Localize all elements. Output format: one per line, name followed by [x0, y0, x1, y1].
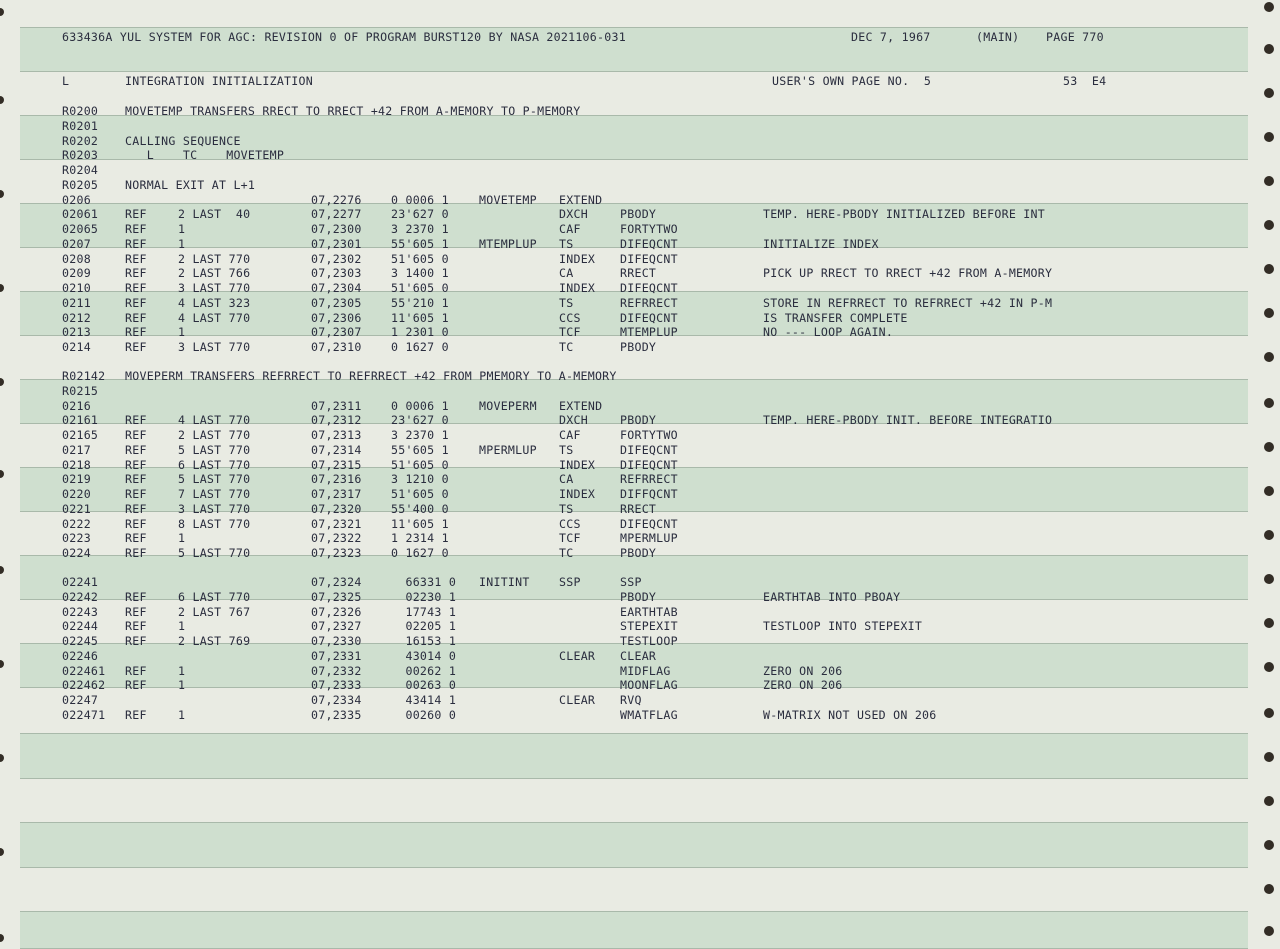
opcode: INDEX — [559, 457, 596, 472]
sprocket-hole-icon — [1264, 88, 1274, 98]
sprocket-hole-icon — [1264, 264, 1274, 274]
address: 07,2277 — [311, 207, 362, 222]
sprocket-hole-icon — [1264, 530, 1274, 540]
operand: RRECT — [620, 266, 657, 281]
opcode: SSP — [559, 575, 581, 589]
sprocket-hole-icon — [0, 934, 4, 942]
remark-text: MOVEPERM TRANSFERS REFRRECT TO REFRRECT +42 FROM PMEMORY TO A-MEMORY — [125, 369, 617, 383]
ref-flag: REF — [125, 340, 147, 354]
operand: DIFEQCNT — [620, 442, 678, 457]
remark-text: L TC MOVETEMP — [125, 148, 285, 163]
operand: EARTHTAB — [620, 604, 678, 619]
line-number: 0209 — [62, 266, 91, 281]
ref-detail: 3 LAST 770 — [178, 501, 251, 516]
operand: RVQ — [620, 693, 642, 707]
section-mark: L — [62, 74, 70, 88]
comment: W-MATRIX NOT USED ON 206 — [763, 707, 937, 722]
ref-detail: 4 LAST 770 — [178, 310, 251, 325]
address: 07,2317 — [311, 487, 362, 501]
operand: TESTLOOP — [620, 634, 678, 648]
line-number: 0208 — [62, 251, 91, 266]
opcode: CLEAR — [559, 693, 596, 707]
ref-flag: REF — [125, 251, 147, 266]
ref-detail: 2 LAST 770 — [178, 428, 251, 442]
address: 07,2312 — [311, 413, 362, 428]
sprocket-hole-icon — [0, 566, 4, 574]
operand: DIFEQCNT — [620, 457, 678, 472]
line-number: 0211 — [62, 295, 91, 310]
line-number: 0222 — [62, 516, 91, 531]
octal-word: 1 2314 1 — [391, 531, 449, 546]
operand: SSP — [620, 575, 642, 589]
opcode: TS — [559, 501, 574, 516]
address: 07,2304 — [311, 281, 362, 295]
address: 07,2325 — [311, 589, 362, 604]
sprocket-hole-icon — [1264, 840, 1274, 850]
green-bar — [20, 822, 1248, 868]
octal-word: 51'605 0 — [391, 457, 449, 472]
ref-detail: 1 — [178, 678, 186, 693]
octal-word: 0 1627 0 — [391, 340, 449, 354]
operand: PBODY — [620, 546, 657, 560]
sprocket-hole-icon — [0, 660, 4, 668]
operand: MIDFLAG — [620, 663, 671, 678]
operand: PBODY — [620, 340, 657, 354]
opcode: CAF — [559, 222, 581, 236]
address: 07,2334 — [311, 693, 362, 707]
line-number: 0213 — [62, 325, 91, 340]
listing-mode: (MAIN) — [976, 30, 1020, 44]
ref-detail: 1 — [178, 236, 186, 251]
green-bar — [20, 911, 1248, 949]
operand: DIFFQCNT — [620, 487, 678, 501]
sprocket-hole-icon — [0, 96, 4, 104]
ref-detail: 5 LAST 770 — [178, 442, 251, 457]
line-number: R0215 — [62, 383, 99, 398]
operand: REFRRECT — [620, 472, 678, 487]
ref-flag: REF — [125, 634, 147, 648]
address: 07,2330 — [311, 634, 362, 648]
operand: STEPEXIT — [620, 619, 678, 634]
ref-detail: 3 LAST 770 — [178, 340, 251, 354]
sprocket-hole-icon — [1264, 486, 1274, 496]
operand: FORTYTWO — [620, 428, 678, 442]
octal-word: 16153 1 — [391, 634, 457, 648]
octal-word: 11'605 1 — [391, 310, 449, 325]
ref-flag: REF — [125, 281, 147, 295]
line-number: 02245 — [62, 634, 99, 648]
operand: CLEAR — [620, 648, 657, 663]
ref-detail: 4 LAST 770 — [178, 413, 251, 428]
remark-text: CALLING SEQUENCE — [125, 133, 241, 148]
sprocket-hole-icon — [1264, 926, 1274, 936]
ref-flag: REF — [125, 678, 147, 693]
ref-flag: REF — [125, 207, 147, 222]
ref-detail: 7 LAST 770 — [178, 487, 251, 501]
ref-flag: REF — [125, 472, 147, 487]
octal-word: 11'605 1 — [391, 516, 449, 531]
opcode: TCF — [559, 325, 581, 340]
operand: DIFEQCNT — [620, 281, 678, 295]
ref-flag: REF — [125, 222, 147, 236]
octal-word: 3 1400 1 — [391, 266, 449, 281]
ref-flag: REF — [125, 516, 147, 531]
comment: TEMP. HERE-PBODY INIT. BEFORE INTEGRATIO — [763, 413, 1053, 428]
operand: WMATFLAG — [620, 707, 678, 722]
ref-detail: 6 LAST 770 — [178, 589, 251, 604]
ref-detail: 1 — [178, 325, 186, 340]
comment: ZERO ON 206 — [763, 663, 843, 678]
line-number: 022471 — [62, 707, 106, 722]
address: 07,2331 — [311, 648, 362, 663]
line-number: 0217 — [62, 442, 91, 457]
octal-word: 00263 0 — [391, 678, 457, 693]
ref-flag: REF — [125, 236, 147, 251]
octal-word: 17743 1 — [391, 604, 457, 619]
octal-word: 0 0006 1 — [391, 192, 449, 207]
octal-word: 3 1210 0 — [391, 472, 449, 487]
symbol-label: MPERMLUP — [479, 442, 537, 457]
operand: MPERMLUP — [620, 531, 678, 546]
line-number: 0220 — [62, 487, 91, 501]
ref-flag: REF — [125, 501, 147, 516]
address: 07,2307 — [311, 325, 362, 340]
sprocket-hole-icon — [1264, 796, 1274, 806]
address: 07,2326 — [311, 604, 362, 619]
comment: NO --- LOOP AGAIN. — [763, 325, 894, 340]
octal-word: 55'605 1 — [391, 442, 449, 457]
ref-detail: 2 LAST 766 — [178, 266, 251, 281]
comment: ZERO ON 206 — [763, 678, 843, 693]
line-number: 0207 — [62, 236, 91, 251]
ref-flag: REF — [125, 531, 147, 546]
octal-word: 0 0006 1 — [391, 398, 449, 413]
symbol-label: MTEMPLUP — [479, 236, 537, 251]
octal-word: 43414 1 — [391, 693, 457, 707]
address: 07,2314 — [311, 442, 362, 457]
sprocket-hole-icon — [1264, 708, 1274, 718]
line-number: 02241 — [62, 575, 99, 589]
opcode: EXTEND — [559, 398, 603, 413]
ref-flag: REF — [125, 487, 147, 501]
address: 07,2300 — [311, 222, 362, 236]
sprocket-hole-icon — [1264, 662, 1274, 672]
ref-detail: 5 LAST 770 — [178, 472, 251, 487]
opcode: CA — [559, 472, 574, 487]
sprocket-hole-icon — [0, 284, 4, 292]
operand: DIFEQCNT — [620, 310, 678, 325]
sprocket-hole-icon — [0, 378, 4, 386]
section-code: 53 E4 — [1063, 74, 1107, 88]
operand: REFRRECT — [620, 295, 678, 310]
line-number: 02243 — [62, 604, 99, 619]
line-number: 02246 — [62, 648, 99, 663]
ref-flag: REF — [125, 295, 147, 310]
ref-detail: 2 LAST 770 — [178, 251, 251, 266]
opcode: CA — [559, 266, 574, 281]
opcode: TS — [559, 236, 574, 251]
ref-flag: REF — [125, 325, 147, 340]
octal-word: 55'605 1 — [391, 236, 449, 251]
comment: PICK UP RRECT TO RRECT +42 FROM A-MEMORY — [763, 266, 1053, 281]
octal-word: 55'210 1 — [391, 295, 449, 310]
octal-word: 02205 1 — [391, 619, 457, 634]
comment: EARTHTAB INTO PBOAY — [763, 589, 901, 604]
ref-flag: REF — [125, 589, 147, 604]
octal-word: 55'400 0 — [391, 501, 449, 516]
ref-detail: 2 LAST 767 — [178, 604, 251, 619]
sprocket-hole-icon — [0, 754, 4, 762]
users-page-number: USER'S OWN PAGE NO. 5 — [772, 74, 932, 88]
octal-word: 43014 0 — [391, 648, 457, 663]
page-number: PAGE 770 — [1046, 30, 1104, 44]
line-number: 022461 — [62, 663, 106, 678]
line-number: 02065 — [62, 222, 99, 236]
operand: PBODY — [620, 413, 657, 428]
line-number: 02247 — [62, 693, 99, 707]
line-number: 0210 — [62, 281, 91, 295]
octal-word: 23'627 0 — [391, 413, 449, 428]
ref-flag: REF — [125, 266, 147, 281]
line-number: 02161 — [62, 413, 99, 428]
octal-word: 51'605 0 — [391, 281, 449, 295]
ref-flag: REF — [125, 619, 147, 634]
sprocket-hole-icon — [1264, 176, 1274, 186]
ref-detail: 1 — [178, 619, 186, 634]
sprocket-hole-icon — [1264, 752, 1274, 762]
green-bar — [20, 733, 1248, 779]
line-number: 02244 — [62, 619, 99, 634]
line-number: R0200 — [62, 104, 99, 118]
line-number: 02165 — [62, 428, 99, 442]
comment: INITIALIZE INDEX — [763, 236, 879, 251]
listing-title: 633436A YUL SYSTEM FOR AGC: REVISION 0 OF PROGRAM BURST120 BY NASA 2021106-031 — [62, 30, 626, 44]
address: 07,2320 — [311, 501, 362, 516]
sprocket-hole-icon — [1264, 442, 1274, 452]
line-number: 0221 — [62, 501, 91, 516]
octal-word: 0 1627 0 — [391, 546, 449, 560]
opcode: TC — [559, 340, 574, 354]
line-number: 0223 — [62, 531, 91, 546]
octal-word: 1 2301 0 — [391, 325, 449, 340]
address: 07,2302 — [311, 251, 362, 266]
opcode: TC — [559, 546, 574, 560]
line-number: 0206 — [62, 192, 91, 207]
address: 07,2310 — [311, 340, 362, 354]
sprocket-hole-icon — [1264, 308, 1274, 318]
octal-word: 00262 1 — [391, 663, 457, 678]
line-number: 0224 — [62, 546, 91, 560]
ref-detail: 5 LAST 770 — [178, 546, 251, 560]
ref-flag: REF — [125, 604, 147, 619]
line-number: 0216 — [62, 398, 91, 413]
comment: IS TRANSFER COMPLETE — [763, 310, 908, 325]
line-number: R0203 — [62, 148, 99, 163]
address: 07,2305 — [311, 295, 362, 310]
operand: DIFEQCNT — [620, 251, 678, 266]
listing-date: DEC 7, 1967 — [851, 30, 931, 44]
address: 07,2313 — [311, 428, 362, 442]
address: 07,2335 — [311, 707, 362, 722]
symbol-label: INITINT — [479, 575, 530, 589]
ref-detail: 8 LAST 770 — [178, 516, 251, 531]
symbol-label: MOVETEMP — [479, 192, 537, 207]
operand: DIFEQCNT — [620, 516, 678, 531]
octal-word: 02230 1 — [391, 589, 457, 604]
ref-flag: REF — [125, 413, 147, 428]
operand: MTEMPLUP — [620, 325, 678, 340]
opcode: CCS — [559, 310, 581, 325]
ref-flag: REF — [125, 442, 147, 457]
ref-detail: 1 — [178, 663, 186, 678]
comment: TESTLOOP INTO STEPEXIT — [763, 619, 923, 634]
opcode: CCS — [559, 516, 581, 531]
octal-word: 3 2370 1 — [391, 222, 449, 236]
sprocket-hole-icon — [1264, 44, 1274, 54]
opcode: EXTEND — [559, 192, 603, 207]
comment: TEMP. HERE-PBODY INITIALIZED BEFORE INT — [763, 207, 1045, 222]
symbol-label: MOVEPERM — [479, 398, 537, 413]
address: 07,2276 — [311, 192, 362, 207]
ref-detail: 1 — [178, 222, 186, 236]
operand: PBODY — [620, 207, 657, 222]
octal-word: 51'605 0 — [391, 251, 449, 266]
comment: STORE IN REFRRECT TO REFRRECT +42 IN P-M — [763, 295, 1053, 310]
sprocket-hole-icon — [0, 470, 4, 478]
address: 07,2324 — [311, 575, 362, 589]
address: 07,2311 — [311, 398, 362, 413]
opcode: CLEAR — [559, 648, 596, 663]
address: 07,2321 — [311, 516, 362, 531]
opcode: TS — [559, 295, 574, 310]
ref-flag: REF — [125, 457, 147, 472]
ref-detail: 4 LAST 323 — [178, 295, 251, 310]
operand: MOONFLAG — [620, 678, 678, 693]
remark-text: MOVETEMP TRANSFERS RRECT TO RRECT +42 FROM A-MEMORY TO P-MEMORY — [125, 104, 581, 118]
line-number: R02142 — [62, 369, 106, 383]
sprocket-hole-icon — [1264, 220, 1274, 230]
ref-flag: REF — [125, 546, 147, 560]
address: 07,2327 — [311, 619, 362, 634]
operand: DIFEQCNT — [620, 236, 678, 251]
opcode: INDEX — [559, 251, 596, 266]
line-number: R0204 — [62, 163, 99, 177]
ref-detail: 2 LAST 40 — [178, 207, 251, 222]
ref-flag: REF — [125, 310, 147, 325]
octal-word: 66331 0 — [391, 575, 457, 589]
address: 07,2315 — [311, 457, 362, 472]
line-number: 0219 — [62, 472, 91, 487]
line-number: R0202 — [62, 133, 99, 148]
opcode: TCF — [559, 531, 581, 546]
ref-flag: REF — [125, 428, 147, 442]
opcode: DXCH — [559, 207, 588, 222]
address: 07,2306 — [311, 310, 362, 325]
line-number: R0201 — [62, 118, 99, 133]
opcode: TS — [559, 442, 574, 457]
line-number: 02242 — [62, 589, 99, 604]
ref-detail: 3 LAST 770 — [178, 281, 251, 295]
ref-detail: 1 — [178, 707, 186, 722]
sprocket-hole-icon — [1264, 884, 1274, 894]
sprocket-hole-icon — [1264, 618, 1274, 628]
octal-word: 00260 0 — [391, 707, 457, 722]
line-number: 022462 — [62, 678, 106, 693]
octal-word: 23'627 0 — [391, 207, 449, 222]
opcode: CAF — [559, 428, 581, 442]
sprocket-hole-icon — [1264, 2, 1274, 12]
address: 07,2322 — [311, 531, 362, 546]
line-number: 0218 — [62, 457, 91, 472]
address: 07,2303 — [311, 266, 362, 281]
address: 07,2323 — [311, 546, 362, 560]
operand: PBODY — [620, 589, 657, 604]
sprocket-hole-icon — [0, 190, 4, 198]
remark-text: NORMAL EXIT AT L+1 — [125, 177, 256, 192]
sprocket-hole-icon — [1264, 132, 1274, 142]
line-number: 0214 — [62, 340, 91, 354]
ref-detail: 6 LAST 770 — [178, 457, 251, 472]
sprocket-hole-icon — [0, 848, 4, 856]
opcode: INDEX — [559, 487, 596, 501]
opcode: INDEX — [559, 281, 596, 295]
sprocket-hole-icon — [1264, 352, 1274, 362]
sprocket-hole-icon — [1264, 398, 1274, 408]
address: 07,2332 — [311, 663, 362, 678]
section-title: INTEGRATION INITIALIZATION — [125, 74, 313, 88]
address: 07,2301 — [311, 236, 362, 251]
ref-flag: REF — [125, 663, 147, 678]
ref-detail: 2 LAST 769 — [178, 634, 251, 648]
opcode: DXCH — [559, 413, 588, 428]
address: 07,2333 — [311, 678, 362, 693]
operand: RRECT — [620, 501, 657, 516]
sprocket-hole-icon — [0, 8, 4, 16]
line-number: R0205 — [62, 177, 99, 192]
line-number: 02061 — [62, 207, 99, 222]
octal-word: 3 2370 1 — [391, 428, 449, 442]
line-number: 0212 — [62, 310, 91, 325]
operand: FORTYTWO — [620, 222, 678, 236]
address: 07,2316 — [311, 472, 362, 487]
octal-word: 51'605 0 — [391, 487, 449, 501]
sprocket-hole-icon — [1264, 574, 1274, 584]
ref-flag: REF — [125, 707, 147, 722]
ref-detail: 1 — [178, 531, 186, 546]
